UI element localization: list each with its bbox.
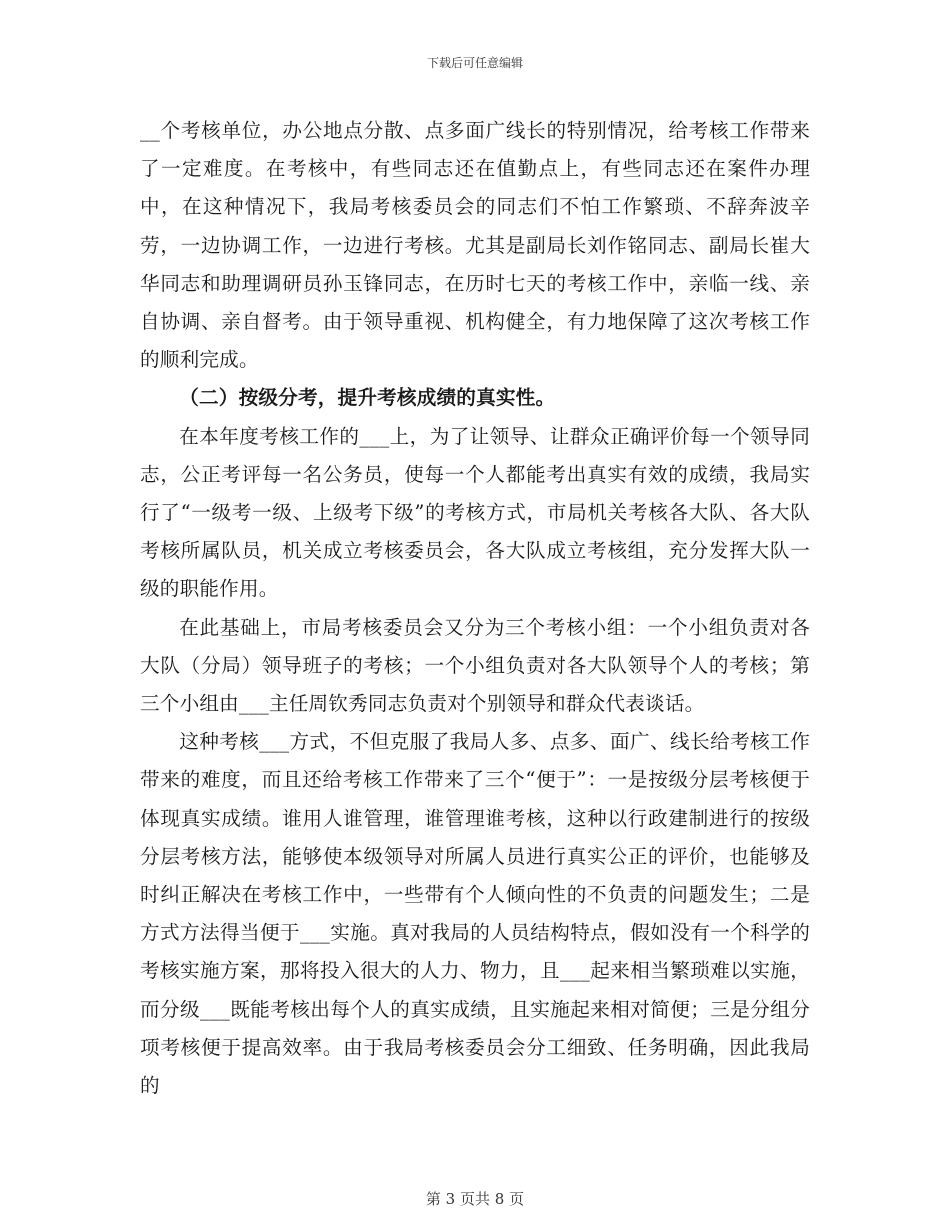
section-heading: （二）按级分考，提升考核成绩的真实性。 bbox=[179, 386, 556, 410]
page-header bbox=[0, 54, 950, 71]
paragraph: 这种考核___方式，不但克服了我局人多、点多、面广、线长给考核工作带来的难度，而且还给考核工作带来了三个“便于”：一是按级分层考核便于体现真实成绩。谁用人谁管理，谁管理谁考核，这种以行政建制进行的按级分层考核方法，能够使本级领导对所属人员进行真实公正的评价，也能够及时纠正解决在考核工作中，一些带有个人倾向性的不负责的问题发生；二是方式方法得当便于___实施。真对我局的人员结构特点，假如没有一个科学的考核实施方案，那将投入很大的人力、物力，且___起来相当繁琐难以实施，而分级___既能考核出每个人的真实成绩，且实施起来相对简便；三是分组分项考核便于提高效率。由于我局考核委员会分工细致、任务明确，因此我局的 bbox=[140, 730, 810, 1098]
paragraph-continuation: __个考核单位，办公地点分散、点多面广线长的特别情况，给考核工作带来了一定难度。在考核中，有些同志还在值勤点上，有些同志还在案件办理中，在这种情况下，我局考核委员会的同志们不怕工作繁琐、不辞奔波辛劳，一边协调工作，一边进行考核。尤其是副局长刘作铭同志、副局长崔大华同志和助理调研员孙玉锋同志，在历时七天的考核工作中，亲临一线、亲自协调、亲自督考。由于领导重视、机构健全，有力地保障了这次考核工作的顺利完成。 bbox=[140, 119, 810, 372]
header-note: 下载后可任意编辑 bbox=[426, 56, 523, 70]
paragraph: 在本年度考核工作的___上，为了让领导、让群众正确评价每一个领导同志，公正考评每一名公务员，使每一个人都能考出真实有效的成绩，我局实行了“一级考一级、上级考下级”的考核方式，市局机关考核各大队、各大队考核所属队员，机关成立考核委员会，各大队成立考核组，充分发挥大队一级的职能作用。 bbox=[140, 424, 810, 601]
document-body bbox=[140, 112, 810, 1105]
page-footer bbox=[0, 1188, 950, 1209]
page-number: 第 3 页共 8 页 bbox=[425, 1190, 525, 1208]
paragraph: 在此基础上，市局考核委员会又分为三个考核小组：一个小组负责对各大队（分局）领导班子的考核；一个小组负责对各大队领导个人的考核；第三个小组由___主任周钦秀同志负责对个别领导和群众代表谈话。 bbox=[140, 615, 810, 716]
